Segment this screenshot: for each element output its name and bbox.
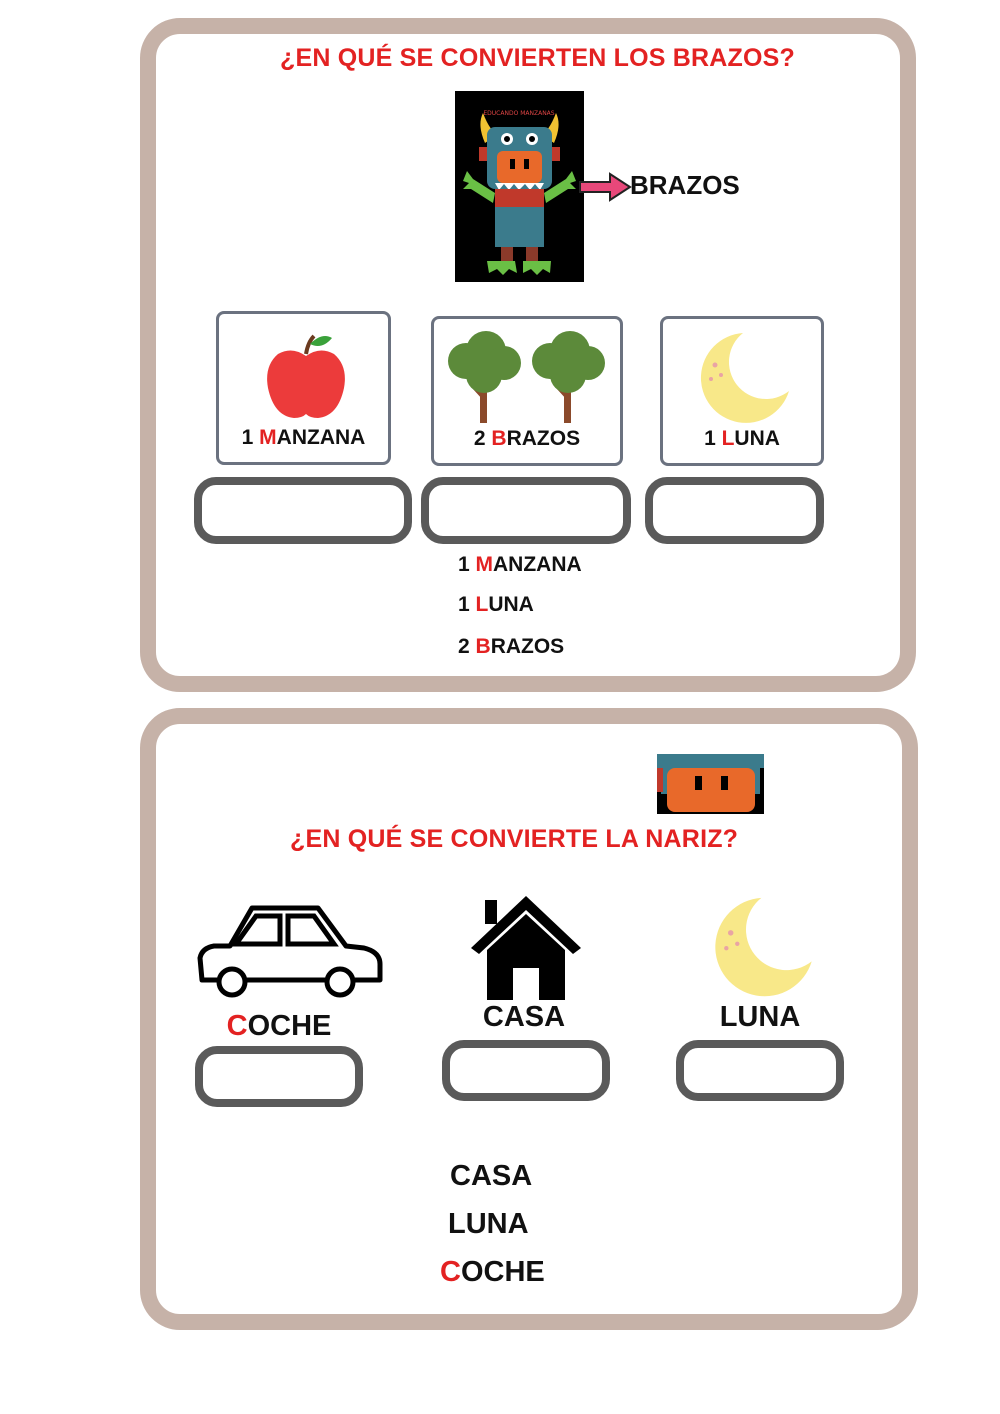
arrow-right-icon	[578, 172, 632, 202]
moon-icon	[697, 331, 792, 423]
card-moon	[660, 316, 824, 466]
option-word[interactable]: 1 MANZANA	[458, 553, 582, 576]
answer-box-1[interactable]	[194, 477, 412, 544]
option-word[interactable]: CASA	[450, 1160, 533, 1192]
answer-box-6[interactable]	[676, 1040, 844, 1101]
card-label-trees: 2 BRAZOS	[473, 427, 581, 450]
card-label-apple: 1 MANZANA	[241, 426, 366, 449]
car-icon	[196, 902, 384, 998]
arrow-label: BRAZOS	[630, 170, 740, 200]
monster-nose-image	[657, 754, 764, 814]
moon-icon	[711, 894, 815, 998]
apple-icon	[264, 332, 348, 422]
item-label-moon: LUNA	[719, 1001, 801, 1033]
answer-box-4[interactable]	[195, 1046, 363, 1107]
option-word[interactable]: 2 BRAZOS	[458, 635, 565, 658]
trees-icon	[444, 331, 614, 426]
option-word[interactable]: COCHE	[440, 1256, 545, 1288]
answer-box-5[interactable]	[442, 1040, 610, 1101]
card-apple	[216, 311, 391, 465]
question-title-nose: ¿EN QUÉ SE CONVIERTE LA NARIZ?	[290, 825, 739, 853]
question-title-arms: ¿EN QUÉ SE CONVIERTEN LOS BRAZOS?	[280, 44, 795, 72]
book-cover-title: EDUCANDO MANZANAS	[483, 110, 555, 117]
item-label-house: CASA	[482, 1001, 566, 1033]
answer-box-2[interactable]	[421, 477, 631, 544]
option-word[interactable]: 1 LUNA	[458, 593, 534, 616]
monster-book-image	[455, 91, 584, 282]
option-word[interactable]: LUNA	[448, 1208, 529, 1240]
house-icon	[469, 894, 583, 1002]
card-trees	[431, 316, 623, 466]
answer-box-3[interactable]	[645, 477, 824, 544]
item-label-car: COCHE	[226, 1010, 332, 1042]
card-label-moon: 1 LUNA	[704, 427, 780, 450]
